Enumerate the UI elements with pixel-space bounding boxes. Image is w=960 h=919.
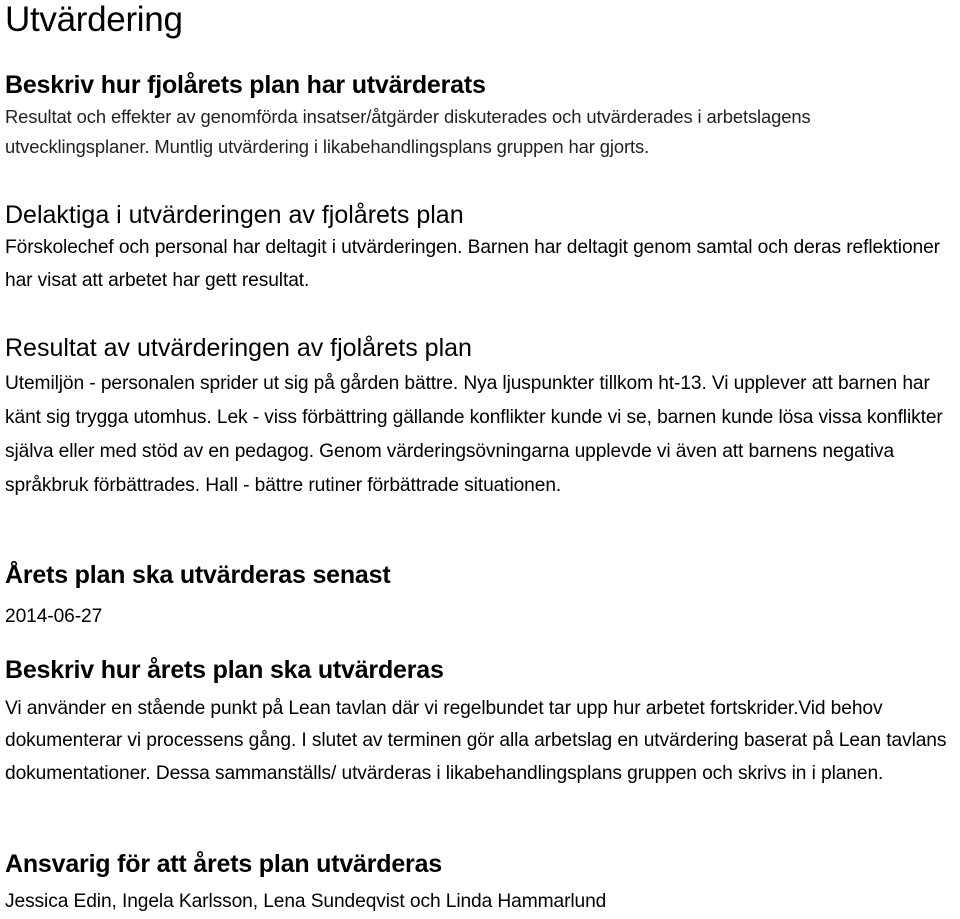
- section-heading: Ansvarig för att årets plan utvärderas: [5, 850, 442, 878]
- section-text: Vi använder en stående punkt på Lean tavlan där vi regelbundet tar upp hur arbetet fortskrider.Vid behov dokumenterar vi processens gång. I slutet av terminen gör alla arbetslag en utvärdering baserat på Lean tavlans dokumentationer. Dessa sammanställs/ utvärderas i likabehandlingsplans gruppen och skrivs in i planen.: [5, 698, 947, 784]
- section-text: Resultat och effekter av genomförda insatser/åtgärder diskuterades och utvärderades i arbetslagens utvecklingsplaner. Muntlig utvärdering i likabehandlingsplans gruppen har gjorts.: [5, 106, 811, 157]
- section-heading: Beskriv hur fjolårets plan har utvärderats: [5, 71, 486, 99]
- section-text: 2014-06-27: [5, 606, 103, 627]
- section-text: Förskolechef och personal har deltagit i utvärderingen. Barnen har deltagit genom samtal och deras reflektioner har visat att arbetet har gett resultat.: [5, 237, 940, 291]
- section-evaluation-method-last-year: [5, 70, 955, 162]
- section-heading: Delaktiga i utvärderingen av fjolårets plan: [5, 201, 464, 229]
- section-participants-last-year: [5, 200, 955, 297]
- section-heading: Beskriv hur årets plan ska utvärderas: [5, 656, 444, 684]
- page-title: Utvärdering: [5, 0, 183, 39]
- section-evaluation-deadline: [5, 560, 955, 634]
- section-text: Jessica Edin, Ingela Karlsson, Lena Sundeqvist och Linda Hammarlund: [5, 891, 607, 912]
- section-evaluation-method-this-year: [5, 655, 955, 790]
- section-responsible: [5, 849, 955, 919]
- section-results-last-year: [5, 333, 955, 503]
- section-heading: Årets plan ska utvärderas senast: [5, 561, 391, 589]
- section-text: Utemiljön - personalen sprider ut sig på gården bättre. Nya ljuspunkter tillkom ht-13. Vi upplever att barnen har känt sig trygga utomhus. Lek - viss förbättring gällande konflikter kunde vi se, barnen kunde lösa vissa konflikter själva eller med stöd av en pedagog. Genom värderingsövningarna upplevde vi även att barnens negativa språkbruk förbättrades. Hall - bättre rutiner förbättrade situationen.: [5, 373, 943, 496]
- section-heading: Resultat av utvärderingen av fjolårets plan: [5, 334, 472, 362]
